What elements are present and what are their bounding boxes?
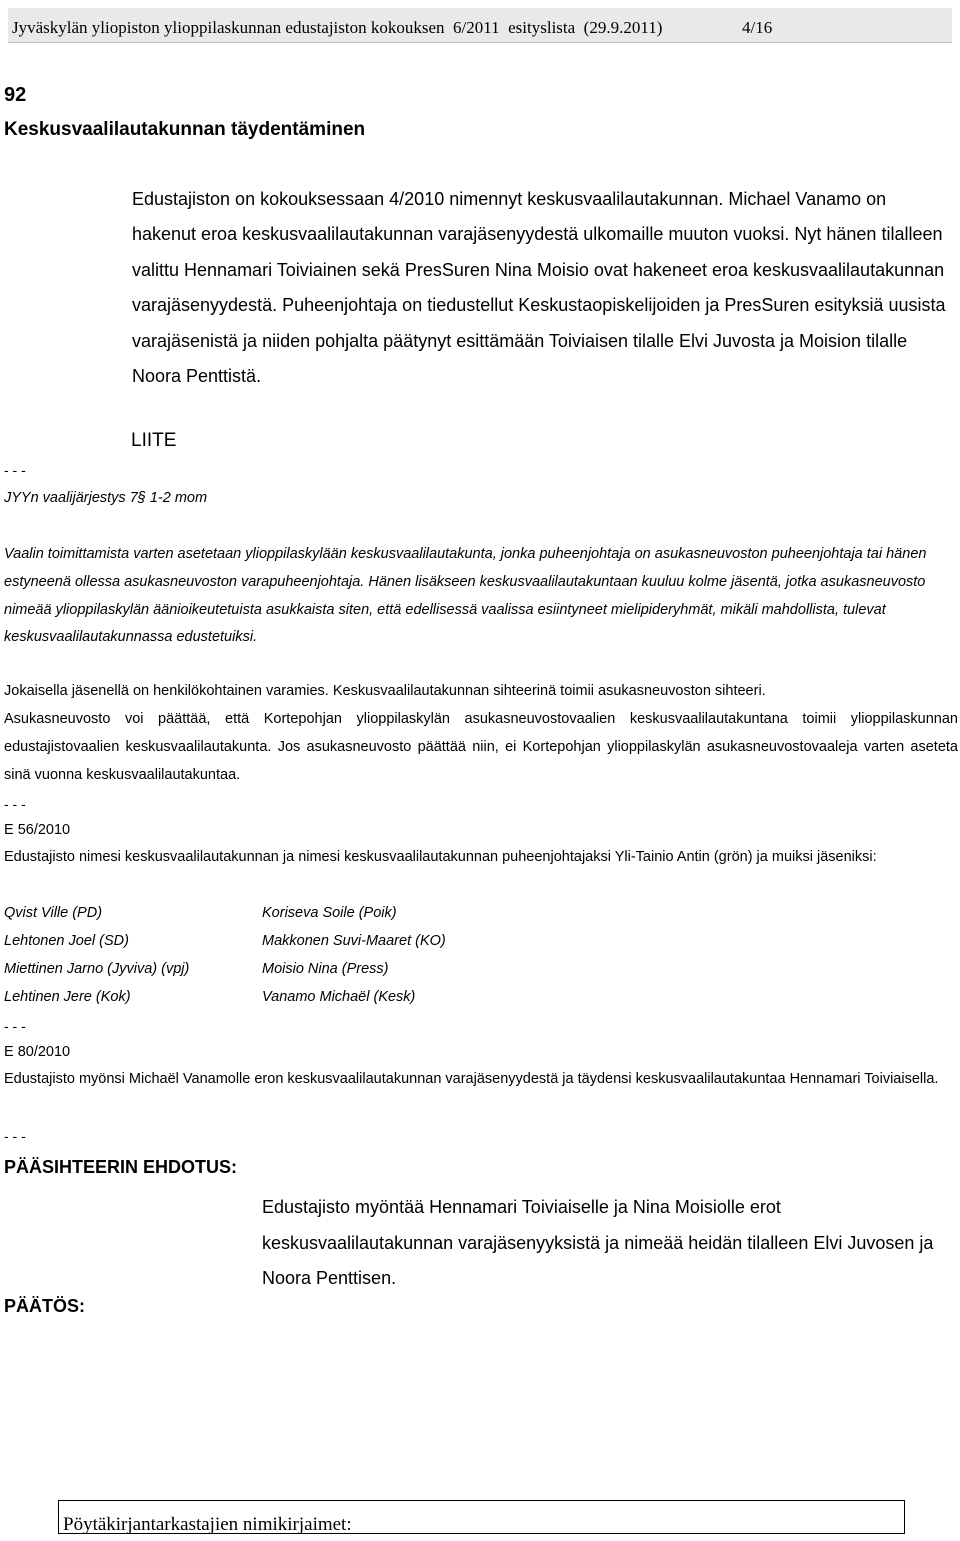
member-right-3: Moisio Nina (Press) xyxy=(262,961,389,977)
intro-paragraph: Edustajiston on kokouksessaan 4/2010 nimennyt keskusvaalilautakunnan. Michael Vanamo on hakenut eroa keskusvaalilautakunnan varajäsenyydestä ulkomaille muuton vuoksi. Nyt hänen tilalleen valittu Hennamari Toiviainen sekä PresSuren Nina Moisio ovat hakeneet eroa keskusvaalilautakunnan varajäsenyydestä. Puheenjohtaja on tiedustellut Keskustaopiskelijoiden ja PresSuren esityksiä uusista varajäsenistä ja niiden pohjalta päätynyt esittämään Toiviaisen tilalle Elvi Juvosta ja Moision tilalle Noora Penttistä. xyxy=(132,189,946,387)
member-left-4: Lehtinen Jere (Kok) xyxy=(4,989,131,1005)
separator: - - - xyxy=(4,1128,26,1144)
separator: - - - xyxy=(4,462,26,478)
member-left-2: Lehtonen Joel (SD) xyxy=(4,933,129,949)
attachment-label: LIITE xyxy=(131,430,177,451)
item-number: 92 xyxy=(4,84,27,106)
signature-label: Pöytäkirjantarkastajien nimikirjaimet: xyxy=(63,1514,352,1535)
decision-text: Edustajisto nimesi keskusvaalilautakunnan ja nimesi keskusvaalilautakunnan puheenjohtajaksi Yli-Tainio Antin (grön) ja muiksi jäseniksi: xyxy=(4,849,877,865)
decision-code: E 56/2010 xyxy=(4,822,71,838)
header-title: Jyväskylän yliopiston ylioppilaskunnan edustajiston kokouksen 6/2011 esityslista (29.9.2011) xyxy=(12,18,663,37)
rule-reference: JYYn vaalijärjestys 7§ 1-2 mom xyxy=(4,490,208,506)
page-number: 4/16 xyxy=(742,18,773,37)
decision-code: E 80/2010 xyxy=(4,1044,71,1060)
member-left-3: Miettinen Jarno (Jyviva) (vpj) xyxy=(4,961,190,977)
decision-text: Edustajisto myönsi Michaël Vanamolle eron keskusvaalilautakunnan varajäsenyydestä ja täydensi keskusvaalilautakuntaa Hennamari Toiviaisella. xyxy=(4,1071,939,1087)
member-left-1: Qvist Ville (PD) xyxy=(4,905,103,921)
proposal-label: PÄÄSIHTEERIN EHDOTUS: xyxy=(4,1157,238,1177)
member-right-1: Koriseva Soile (Poik) xyxy=(262,905,397,921)
rule-line-2: Jokaisella jäsenellä on henkilökohtainen varamies. Keskusvaalilautakunnan sihteerinä toimii asukasneuvoston sihteeri. xyxy=(4,683,766,699)
separator: - - - xyxy=(4,796,26,812)
item-title: Keskusvaalilautakunnan täydentäminen xyxy=(4,119,366,140)
proposal-text: Edustajisto myöntää Hennamari Toiviaiselle ja Nina Moisiolle erot keskusvaalilautakunnan varajäsenyyksistä ja nimeää heidän tilalleen Elvi Juvosen ja Noora Penttisen. xyxy=(262,1197,934,1288)
rule-paragraph-3: Asukasneuvosto voi päättää, että Kortepohjan ylioppilaskylän asukasneuvostovaalien keskusvaalilautakuntana toimii ylioppilaskunnan edustajistovaalien keskusvaalilautakunta. Jos asukasneuvosto päättää niin, ei Kortepohjan ylioppilaskylän asukasneuvostovaaleja varten aseteta sinä vuonna keskusvaalilautakuntaa. xyxy=(4,711,958,783)
decision-label: PÄÄTÖS: xyxy=(4,1296,85,1316)
separator: - - - xyxy=(4,1018,26,1034)
rule-paragraph-1: Vaalin toimittamista varten asetetaan ylioppilaskylään keskusvaalilautakunta, jonka puheenjohtaja on asukasneuvoston puheenjohtaja tai hänen estyneenä ollessa asukasneuvoston varapuheenjohtaja. Hänen lisäkseen keskusvaalilautakuntaan kuuluu kolme jäsentä, jotka asukasneuvosto nimeää ylioppilaskylän äänioikeutetuista asukkaista siten, että edellisessä vaalissa esiintyneet mielipideryhmät, mikäli mahdollista, tulevat keskusvaalilautakunnassa edustetuiksi. xyxy=(4,546,927,646)
member-right-2: Makkonen Suvi-Maaret (KO) xyxy=(262,933,446,949)
member-right-4: Vanamo Michaël (Kesk) xyxy=(262,989,416,1005)
